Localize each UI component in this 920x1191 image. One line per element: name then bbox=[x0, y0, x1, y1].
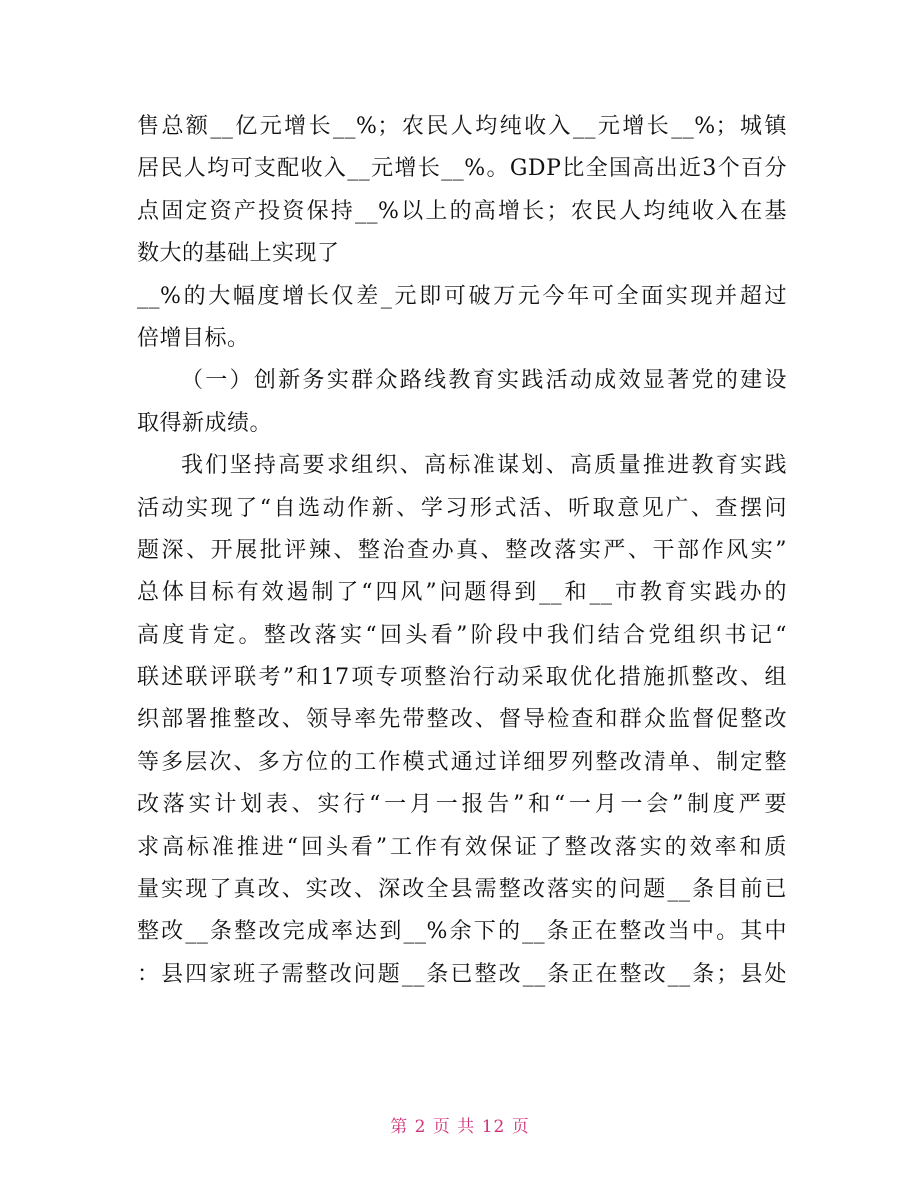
text-line: 改落实计划表、实行“一月一报告”和“一月一会”制度严要 bbox=[137, 792, 787, 818]
section-heading-cont: 取得新成绩。 bbox=[137, 410, 273, 436]
text-line: 居民人均可支配收入__元增长__%。GDP比全国高出近3个百分 bbox=[137, 156, 787, 182]
text-line: 织部署推整改、领导率先带整改、督导检查和群众监督促整改 bbox=[137, 707, 787, 733]
text-line: 量实现了真改、实改、深改全县需整改落实的问题__条目前已 bbox=[137, 877, 787, 903]
text-line: ：县四家班子需整改问题__条已整改__条正在整改__条；县处 bbox=[137, 961, 787, 987]
text-line: 整改__条整改完成率达到__%余下的__条正在整改当中。其中 bbox=[137, 919, 787, 945]
text-line: 总体目标有效遏制了“四风”问题得到__和__市教育实践办的 bbox=[137, 580, 787, 606]
text-line: 联述联评联考”和17项专项整治行动采取优化措施抓整改、组 bbox=[137, 665, 787, 691]
body-text bbox=[137, 106, 787, 996]
text-line: 售总额__亿元增长__%；农民人均纯收入__元增长__%；城镇 bbox=[137, 114, 787, 139]
text-line: 数大的基础上实现了 bbox=[137, 241, 340, 267]
text-line: 等多层次、多方位的工作模式通过详细罗列整改清单、制定整 bbox=[137, 749, 787, 775]
text-line: 题深、开展批评辣、整治查办真、整改落实严、干部作风实” bbox=[137, 537, 787, 563]
paragraph-start: 我们坚持高要求组织、高标准谋划、高质量推进教育实践 bbox=[181, 453, 787, 479]
text-line: 点固定资产投资保持__%以上的高增长；农民人均纯收入在基 bbox=[137, 198, 787, 224]
text-line: 高度肯定。整改落实“回头看”阶段中我们结合党组织书记“ bbox=[137, 622, 787, 648]
text-line: __%的大幅度增长仅差_元即可破万元今年可全面实现并超过 bbox=[137, 283, 787, 309]
section-heading: （一）创新务实群众路线教育实践活动成效显著党的建设 bbox=[181, 368, 787, 394]
text-line: 求高标准推进“回头看”工作有效保证了整改落实的效率和质 bbox=[137, 834, 787, 860]
text-line: 倍增目标。 bbox=[137, 325, 250, 351]
page-number-footer: 第 2 页 共 12 页 bbox=[390, 1117, 530, 1137]
text-line: 活动实现了“自选动作新、学习形式活、听取意见广、查摆问 bbox=[137, 495, 787, 521]
